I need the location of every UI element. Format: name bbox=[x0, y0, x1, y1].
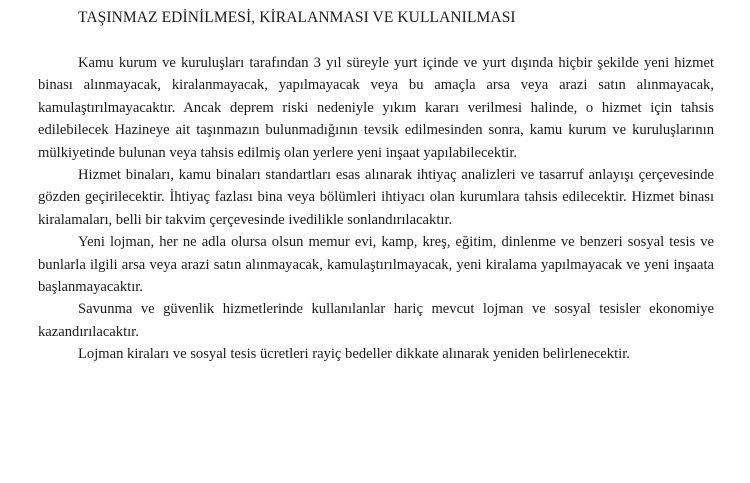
document-body bbox=[38, 40, 714, 366]
document-title: TAŞINMAZ EDİNİLMESİ, KİRALANMASI VE KULLANILMASI bbox=[78, 9, 516, 26]
paragraph-new-housing: Yeni lojman, her ne adla olursa olsun memur evi, kamp, kreş, eğitim, dinlenme ve benzeri sosyal tesis ve bunlarla ilgili arsa veya arazi satın alınmayacak, kamulaştırılmayacak, yeni kiralama yapılmayacak ve yeni inşaata başlanmayacaktır. bbox=[38, 234, 714, 296]
paragraph-rent-fees: Lojman kiraları ve sosyal tesis ücretleri rayiç bedeller dikkate alınarak yeniden belirlenecektir. bbox=[78, 346, 630, 363]
paragraph-defense-exception: Savunma ve güvenlik hizmetlerinde kullanılanlar hariç mevcut lojman ve sosyal tesisler ekonomiye kazandırılacaktır. bbox=[38, 301, 714, 340]
paragraph-building-acquisition: Kamu kurum ve kuruluşları tarafından 3 yıl süreyle yurt içinde ve yurt dışında hiçbir şekilde yeni hizmet binası alınmayacak, kiralanmayacak, yapılmayacak veya bu amaçla arsa veya arazi satın alınmayacak, kamulaştırılmayacaktır. Ancak deprem riski nedeniyle yıkım kararı verilmesi halinde, o hizmet için tahsis edilebilecek Hazineye ait taşınmazın bulunmadığının tevsik edilmesinden sonra, kamu kurum ve kuruluşlarının mülkiyetinde bulunan veya tahsis edilmiş olan yerlere yeni inşaat yapılabilecektir. bbox=[38, 55, 714, 161]
paragraph-service-buildings: Hizmet binaları, kamu binaları standartları esas alınarak ihtiyaç analizleri ve tasarruf anlayışı çerçevesinde gözden geçirilecektir. İhtiyaç fazlası bina veya bölümleri ihtiyacı olan kurumlara tahsis edilecektir. Hizmet binası kiralamaları, belli bir takvim çerçevesinde ivedilikle sonlandırılacaktır. bbox=[38, 167, 714, 228]
